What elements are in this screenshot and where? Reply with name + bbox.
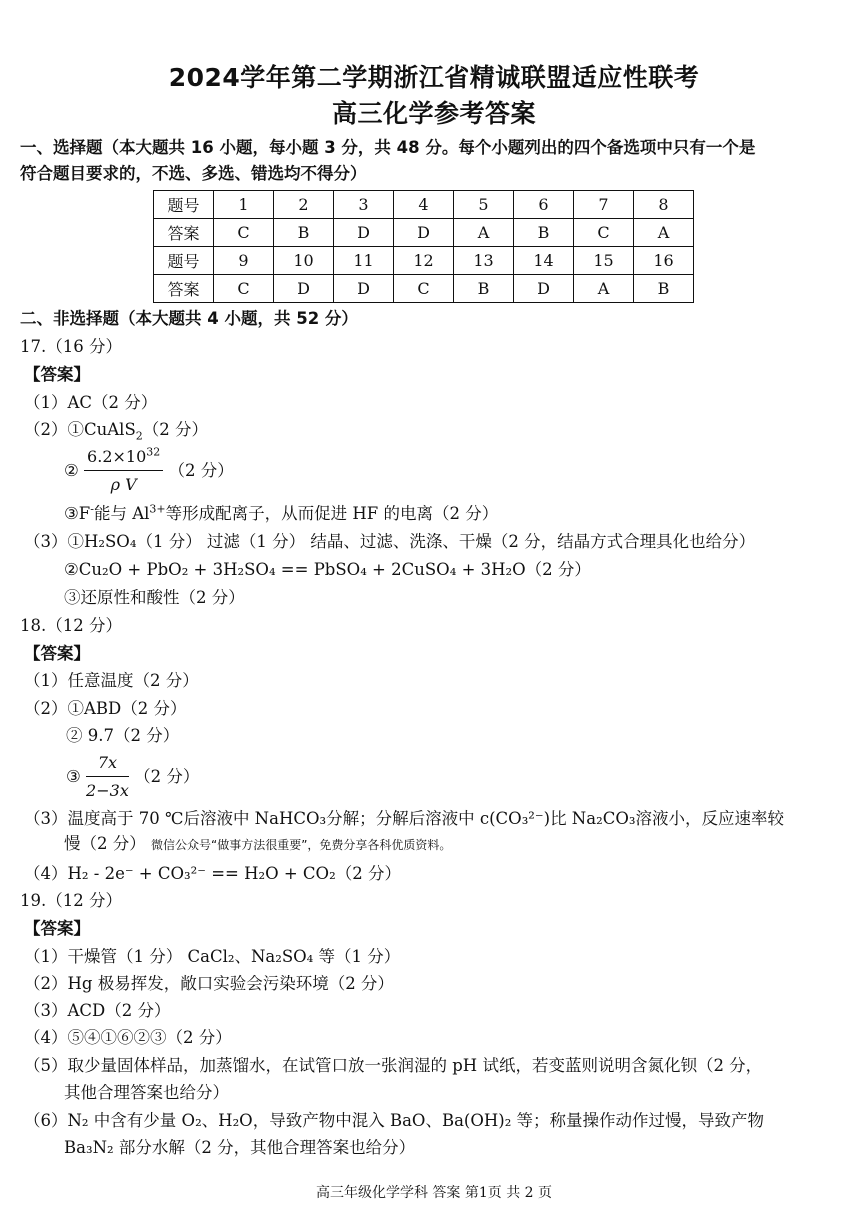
page-subtitle: 高三化学参考答案 [331,99,536,128]
table-row [154,275,694,303]
table-cell: 2 [274,191,334,219]
table-row [154,219,694,247]
q18-answer-label: 【答案】 [24,644,90,663]
q18-part2b: ② 9.7（2 分） [66,726,180,745]
table-cell: 3 [334,191,394,219]
table-cell: B [514,219,574,247]
table-cell: C [214,219,274,247]
table-cell: 8 [634,191,694,219]
q19-part2: （2）Hg 极易挥发，敞口实验会污染环境（2 分） [24,974,394,993]
row-label: 题号 [154,191,214,219]
q19-part6a: （6）N₂ 中含有少量 O₂、H₂O，导致产物中混入 BaO、Ba(OH)₂ 等；称量操作动作过慢，导致产物 [24,1111,765,1130]
table-cell: D [334,275,394,303]
table-cell: A [634,219,694,247]
table-cell: A [454,219,514,247]
q18-part4: （4）H₂ - 2e⁻ + CO₃²⁻ == H₂O + CO₂（2 分） [24,864,401,883]
wechat-note: 微信公众号“做事方法很重要”，免费分享各科优质资料。 [151,838,452,852]
row-label: 答案 [154,275,214,303]
section1-heading-b: 符合题目要求的，不选、多选、错选均不得分） [20,164,367,183]
q17-part2c: ③F-能与 $Al^{3+}$等形成配离子，从而促进 HF 的电离（2 分） [64,502,499,523]
q19-part6b: Ba₃N₂ 部分水解（2 分，其他合理答案也给分） [64,1138,416,1157]
page-title: 2024学年第二学期浙江省精诚联盟适应性联考 [168,63,700,92]
q18-part3a: （3）温度高于 70 ℃后溶液中 NaHCO₃分解；分解后溶液中 c(CO₃²⁻)比 Na₂CO₃溶液小，反应速率较 [24,809,784,828]
table-cell: 6 [514,191,574,219]
q17-title: 17.（16 分） [20,337,122,356]
q18-part2c: ③ $\frac{7x}{2-3x}$ （2 分） [66,753,200,800]
q18-title: 18.（12 分） [20,616,122,635]
section2-heading: 二、非选择题（本大题共 4 小题，共 52 分） [20,309,358,328]
table-cell: 9 [214,247,274,275]
q17-part1: （1）AC（2 分） [24,393,158,412]
section1-heading-a: 一、选择题（本大题共 16 小题，每小题 3 分，共 48 分。每个小题列出的四个备选项中只有一个是 [20,138,756,157]
table-cell: 16 [634,247,694,275]
table-cell: D [394,219,454,247]
table-row [154,247,694,275]
q18-part3b: 慢（2 分） 微信公众号“做事方法很重要”，免费分享各科优质资料。 [64,834,452,853]
q19-part5a: （5）取少量固体样品，加蒸馏水，在试管口放一张润湿的 pH 试纸，若变蓝则说明含氮化钡（2 分， [24,1056,763,1075]
answer-table [153,190,694,303]
q19-part4: （4）⑤④①⑥②③（2 分） [24,1028,232,1047]
table-cell: 5 [454,191,514,219]
table-cell: C [214,275,274,303]
table-cell: 14 [514,247,574,275]
table-cell: 7 [574,191,634,219]
q17-part2a: （2）①CuAlS$_2$（2 分） [24,420,208,443]
table-cell: D [274,275,334,303]
q19-part1: （1）干燥管（1 分） CaCl₂、Na₂SO₄ 等（1 分） [24,947,401,966]
q18-part2a: （2）①ABD（2 分） [24,699,187,718]
fraction-density: $\frac{6.2\times 10^{32}}{\text{ρ V}}$ [84,446,163,496]
table-cell: D [514,275,574,303]
q19-part5b: 其他合理答案也给分） [64,1083,229,1102]
q17-part3b: ②Cu₂O + PbO₂ + 3H₂SO₄ == PbSO₄ + 2CuSO₄ + 3H₂O（2 分） [64,560,591,579]
table-cell: 13 [454,247,514,275]
row-label: 答案 [154,219,214,247]
table-cell: 12 [394,247,454,275]
table-cell: D [334,219,394,247]
q19-part3: （3）ACD（2 分） [24,1001,171,1020]
table-row [154,191,694,219]
table-cell: 10 [274,247,334,275]
table-cell: A [574,275,634,303]
table-cell: 4 [394,191,454,219]
q17-part3c: ③还原性和酸性（2 分） [64,588,245,607]
q17-part2b: ② $\frac{6.2\times 10^{32}}{\text{ρ V}}$ （2 分） [64,445,234,494]
fraction-x: $\frac{7x}{2-3x}$ [86,753,129,800]
table-cell: C [394,275,454,303]
page-footer: 高三年级化学学科 答案 第1页 共 2 页 [315,1185,553,1201]
table-cell: B [274,219,334,247]
table-cell: 11 [334,247,394,275]
q17-answer-label: 【答案】 [24,365,90,384]
table-cell: 1 [214,191,274,219]
row-label: 题号 [154,247,214,275]
table-cell: C [574,219,634,247]
q19-answer-label: 【答案】 [24,919,90,938]
table-cell: B [634,275,694,303]
table-cell: B [454,275,514,303]
q18-part1: （1）任意温度（2 分） [24,671,199,690]
q17-part3a: （3）①H₂SO₄（1 分） 过滤（1 分） 结晶、过滤、洗涤、干燥（2 分，结晶方式合理具化也给分） [24,532,756,551]
table-cell: 15 [574,247,634,275]
q19-title: 19.（12 分） [20,891,122,910]
